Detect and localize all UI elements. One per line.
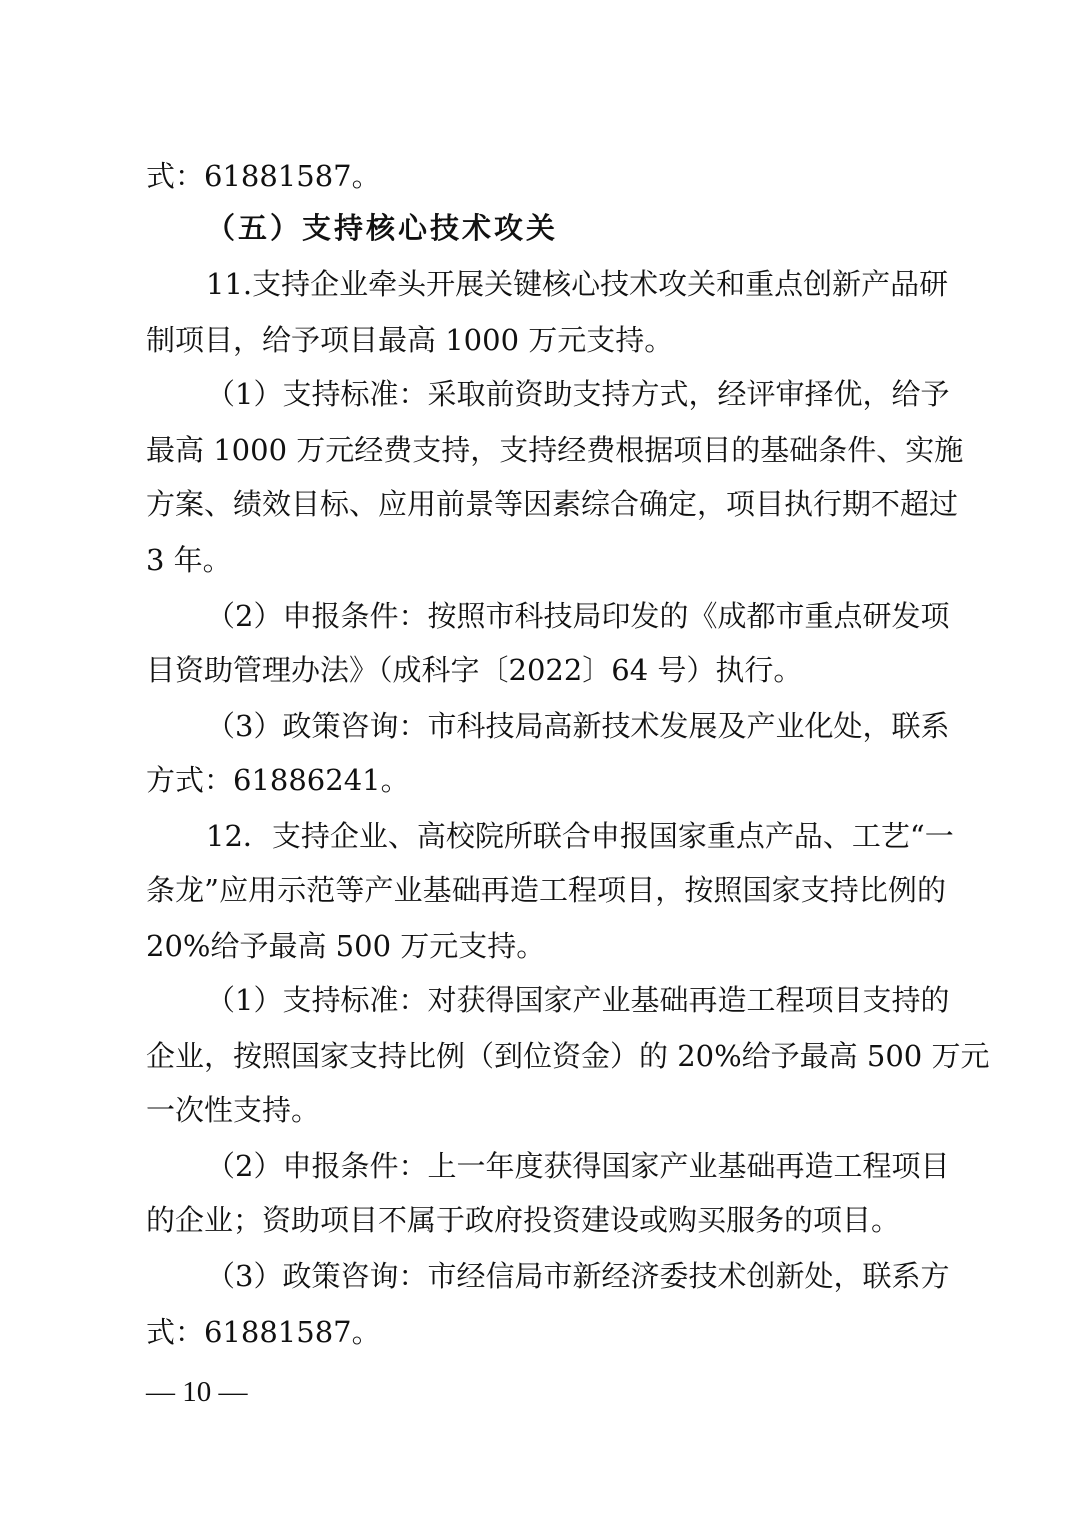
- text-line: 方案、绩效目标、应用前景等因素综合确定，项目执行期不超过: [146, 487, 959, 521]
- text-line: 一次性支持。: [146, 1093, 321, 1127]
- text-line: 11.支持企业牵头开展关键核心技术攻关和重点创新产品研: [206, 267, 949, 301]
- text-line: 制项目，给予项目最高 1000 万元支持。: [146, 323, 674, 357]
- text-line: 最高 1000 万元经费支持，支持经费根据项目的基础条件、实施: [146, 433, 964, 467]
- text-line: （3）政策咨询：市科技局高新技术发展及产业化处，联系: [206, 709, 950, 743]
- text-line: 企业，按照国家支持比例（到位资金）的 20%给予最高 500 万元: [146, 1039, 990, 1073]
- text-line: （3）政策咨询：市经信局市新经济委技术创新处，联系方: [206, 1259, 950, 1293]
- text-line: 20%给予最高 500 万元支持。: [146, 929, 546, 963]
- text-line: （2）申报条件：按照市科技局印发的《成都市重点研发项: [206, 599, 950, 633]
- text-line: 的企业；资助项目不属于政府投资建设或购买服务的项目。: [146, 1203, 901, 1237]
- text-line: 目资助管理办法》（成科字〔2022〕64 号）执行。: [146, 653, 803, 687]
- text-line: （2）申报条件：上一年度获得国家产业基础再造工程项目: [206, 1149, 950, 1183]
- text-line: 式：61881587。: [146, 1315, 381, 1349]
- text-line: 3 年。: [146, 543, 232, 577]
- section-heading: （五）支持核心技术攻关: [206, 211, 559, 245]
- text-line: 12．支持企业、高校院所联合申报国家重点产品、工艺“一: [206, 819, 954, 853]
- text-line: （1）支持标准：采取前资助支持方式，经评审择优，给予: [206, 377, 950, 411]
- text-line: （1）支持标准：对获得国家产业基础再造工程项目支持的: [206, 983, 950, 1017]
- text-line: 条龙”应用示范等产业基础再造工程项目，按照国家支持比例的: [146, 873, 946, 907]
- text-line: 方式：61886241。: [146, 763, 410, 797]
- text-line: 式：61881587。: [146, 159, 381, 193]
- page-number: — 10 —: [146, 1376, 248, 1408]
